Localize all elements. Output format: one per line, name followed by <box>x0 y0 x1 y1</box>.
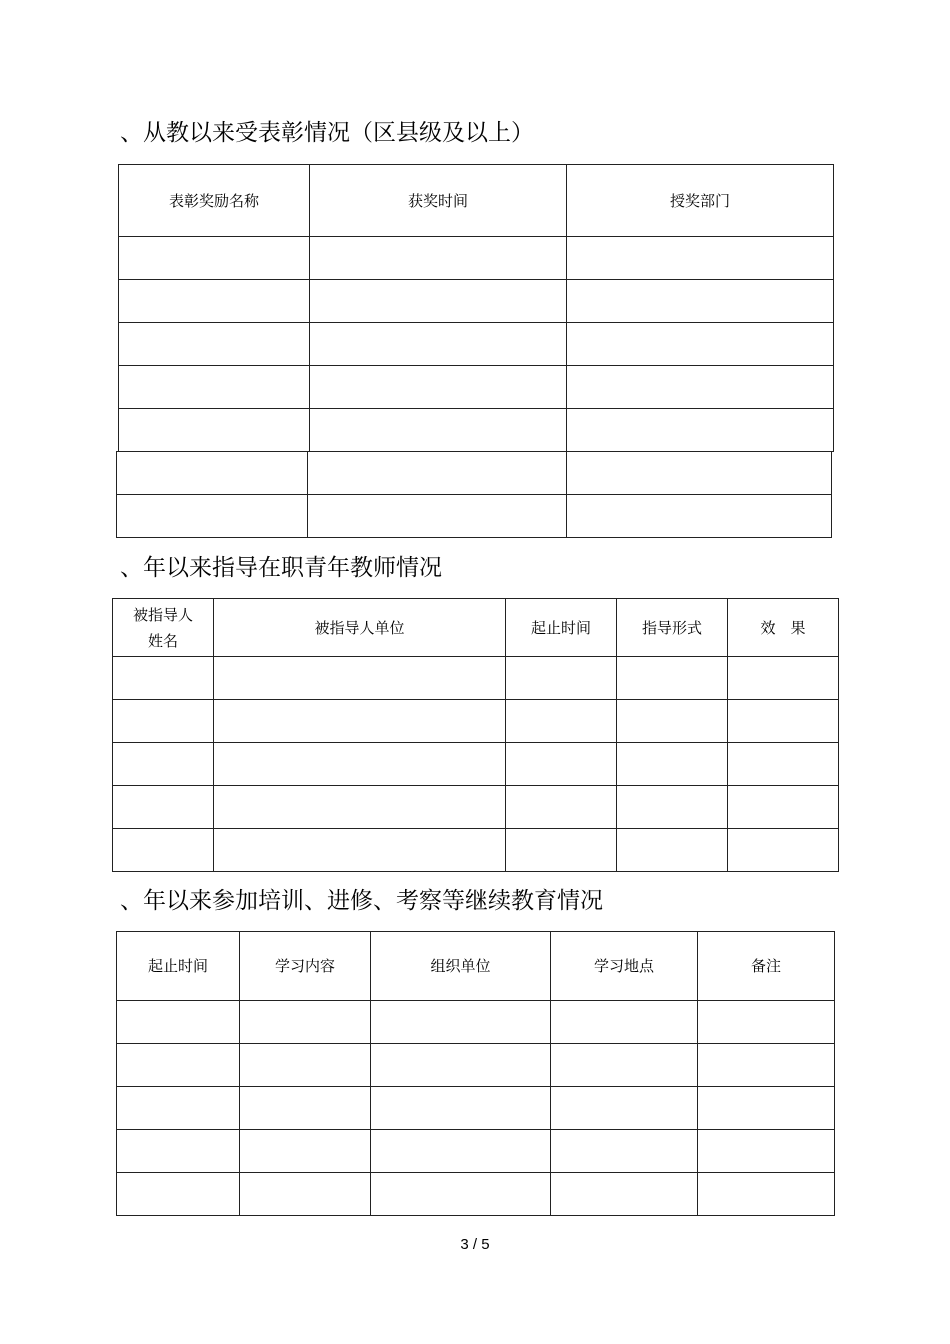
awards-table <box>118 164 834 452</box>
header-remarks: 备注 <box>698 932 835 1001</box>
table-row <box>113 743 839 786</box>
table-row <box>113 829 839 872</box>
header-mentee-name: 被指导人 姓名 <box>113 599 214 657</box>
table-row <box>119 366 834 409</box>
table-row <box>117 1130 835 1173</box>
header-period: 起止时间 <box>506 599 617 657</box>
training-table <box>116 931 835 1216</box>
table-row <box>117 1001 835 1044</box>
table-header-row <box>119 165 834 237</box>
table-row <box>113 700 839 743</box>
table-row <box>117 1173 835 1216</box>
table-row <box>117 1044 835 1087</box>
table-row <box>117 452 832 495</box>
header-study-location: 学习地点 <box>551 932 698 1001</box>
header-award-time: 获奖时间 <box>310 165 567 237</box>
table-row <box>117 495 832 538</box>
table-header-row <box>113 599 839 657</box>
table-row <box>119 280 834 323</box>
header-award-department: 授奖部门 <box>567 165 834 237</box>
header-award-name: 表彰奖励名称 <box>119 165 310 237</box>
mentoring-table <box>112 598 839 872</box>
header-training-period: 起止时间 <box>117 932 240 1001</box>
section-training-title: 、年以来参加培训、进修、考察等继续教育情况 <box>120 888 603 914</box>
header-mentoring-form: 指导形式 <box>617 599 728 657</box>
table-row <box>119 409 834 452</box>
page-number: 3 / 5 <box>460 1236 490 1253</box>
header-organizer: 组织单位 <box>371 932 551 1001</box>
section-awards-title: 、从教以来受表彰情况（区县级及以上） <box>120 120 534 146</box>
table-row <box>119 237 834 280</box>
header-mentee-unit: 被指导人单位 <box>214 599 506 657</box>
table-row <box>113 657 839 700</box>
table-row <box>119 323 834 366</box>
section-mentoring-title: 、年以来指导在职青年教师情况 <box>120 555 442 581</box>
table-header-row <box>117 932 835 1001</box>
table-row <box>117 1087 835 1130</box>
awards-table-continued <box>116 451 832 538</box>
table-row <box>113 786 839 829</box>
header-effect: 效 果 <box>728 599 839 657</box>
header-study-content: 学习内容 <box>240 932 371 1001</box>
